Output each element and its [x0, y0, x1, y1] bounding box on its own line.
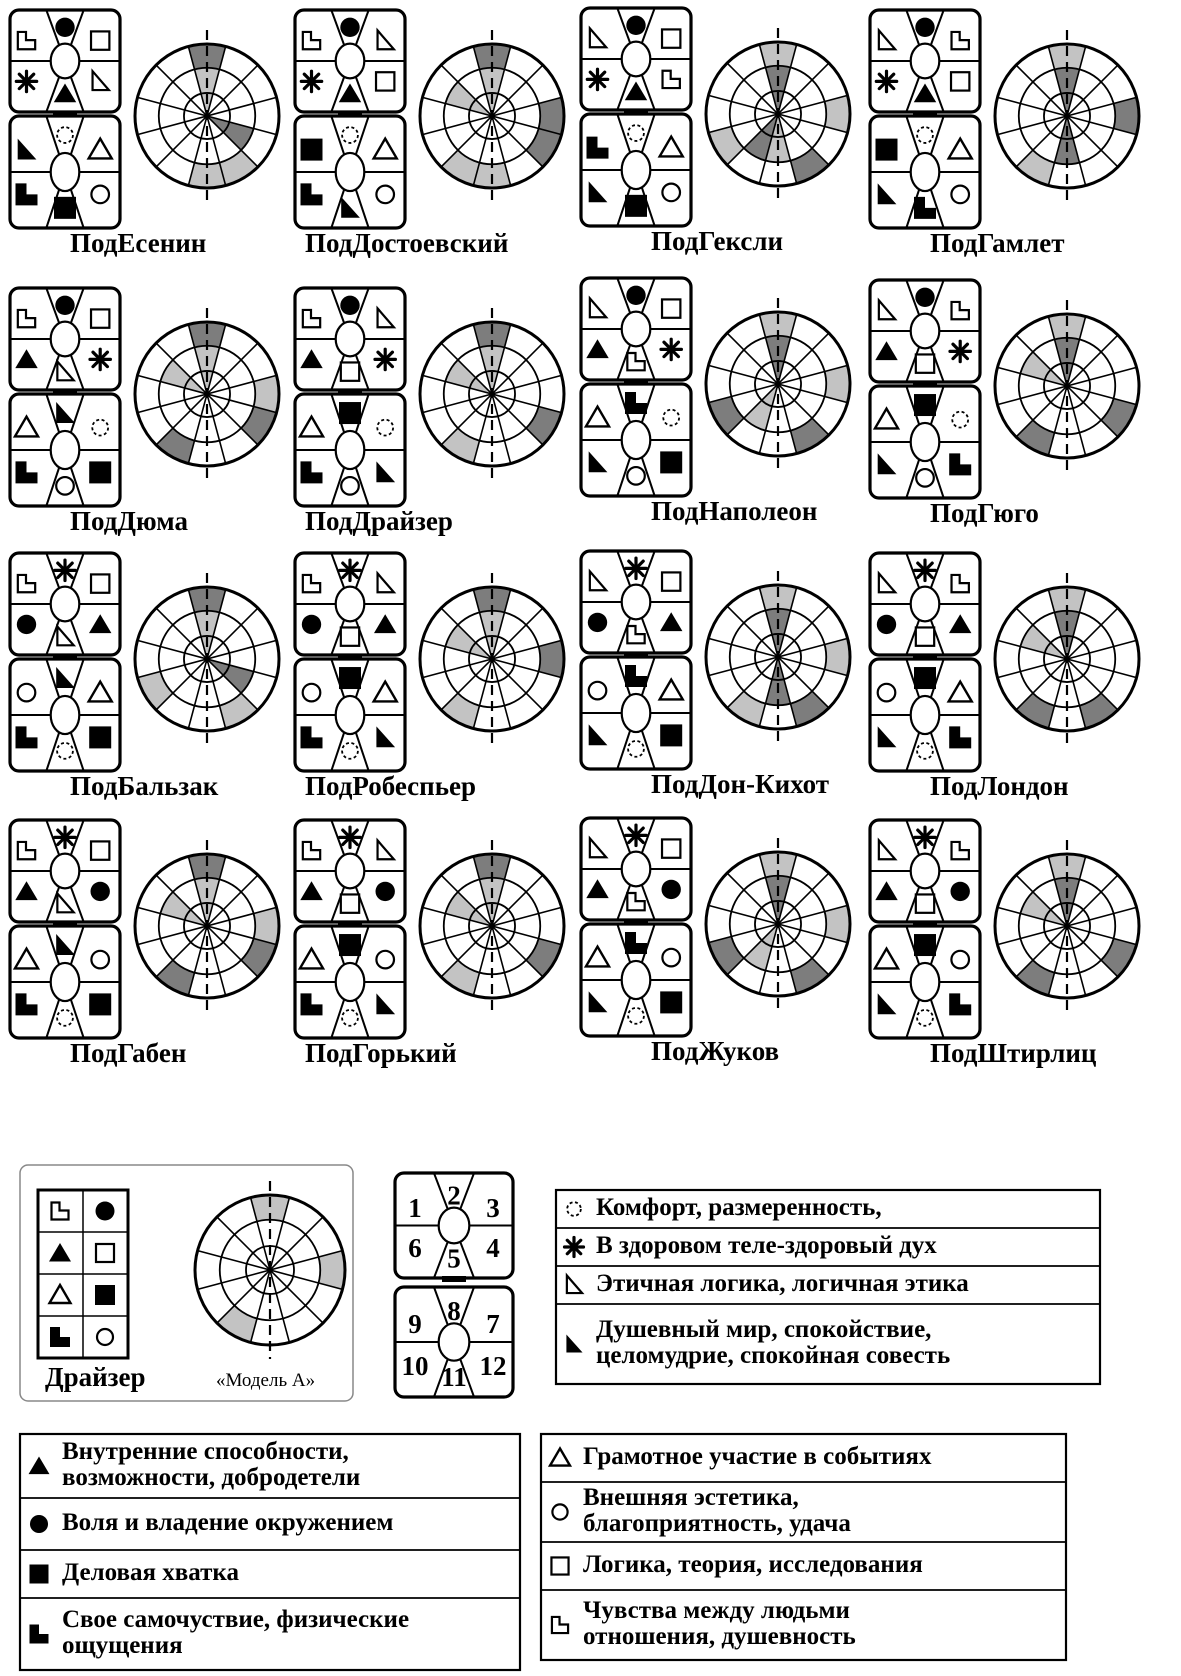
square-b-icon — [89, 461, 111, 483]
sun-w-icon — [628, 1008, 644, 1024]
model-bottom-4 — [870, 116, 980, 228]
circle-w-icon — [91, 951, 109, 969]
block-joint — [913, 654, 937, 660]
legend-text: целомудрие, спокойная совесть — [596, 1342, 951, 1369]
square-b-icon — [914, 667, 936, 689]
wheel-2 — [420, 30, 564, 202]
wheel-3 — [706, 28, 850, 200]
square-b-icon — [339, 402, 361, 424]
dot-b-icon — [55, 296, 74, 315]
type-label: ПодДостоевский — [305, 228, 509, 258]
square-w-icon — [91, 574, 109, 592]
wheel-7 — [706, 298, 850, 470]
circle-w-icon — [951, 186, 969, 204]
square-w-icon — [916, 354, 934, 372]
square-w-icon — [916, 627, 934, 645]
star-b-icon — [16, 71, 36, 91]
type-label: ПодБальзак — [70, 771, 219, 801]
square-b-icon — [89, 993, 111, 1015]
dot-b-icon — [626, 286, 645, 305]
position-number: 11 — [441, 1362, 467, 1392]
legend-text: Грамотное участие в событиях — [583, 1443, 932, 1470]
legend-text: Душевный мир, спокойствие, — [596, 1316, 932, 1343]
position-number: 8 — [447, 1296, 461, 1326]
square-b-icon — [301, 139, 323, 161]
circle-w-icon — [916, 469, 934, 487]
dot-b-icon — [915, 18, 934, 37]
star-b-icon — [90, 349, 110, 369]
model-bottom-9 — [10, 659, 120, 771]
dot-b-icon — [376, 882, 395, 901]
sun-w-icon — [342, 1010, 358, 1026]
square-w-icon — [91, 309, 109, 327]
sun-w-icon — [628, 125, 644, 141]
block-joint — [913, 921, 937, 927]
type-label: ПодГамлет — [930, 228, 1065, 258]
star-b-icon — [587, 69, 607, 89]
model-top-7 — [581, 278, 691, 380]
circle-w-icon — [376, 186, 394, 204]
block-joint — [624, 652, 648, 658]
model-top-13 — [10, 820, 120, 922]
block-joint — [338, 111, 362, 117]
square-w-icon — [91, 31, 109, 49]
legend-text: Этичная логика, логичная этика — [596, 1270, 969, 1297]
wheel-13 — [135, 840, 279, 1012]
star-b-icon — [626, 825, 646, 845]
block-joint — [338, 389, 362, 395]
wheel-10 — [420, 573, 564, 745]
square-b-icon — [339, 934, 361, 956]
star-b-icon — [55, 827, 75, 847]
wheel-12 — [995, 573, 1139, 745]
type-label: ПодГорький — [305, 1038, 457, 1068]
sun-w-icon — [917, 1010, 933, 1026]
wheel-16 — [995, 840, 1139, 1012]
position-number: 4 — [486, 1233, 500, 1263]
square-w-icon — [341, 894, 359, 912]
square-b-icon — [30, 1565, 49, 1584]
sun-w-icon — [917, 127, 933, 143]
model-top-2 — [295, 10, 405, 112]
circle-w-icon — [951, 951, 969, 969]
circle-w-icon — [97, 1329, 113, 1345]
legend-text: возможности, добродетели — [62, 1464, 361, 1491]
star-b-icon — [565, 1238, 584, 1257]
wheel-4 — [995, 30, 1139, 202]
square-w-icon — [662, 299, 680, 317]
model-top-8 — [870, 280, 980, 382]
circle-w-icon — [91, 186, 109, 204]
block-joint — [53, 654, 77, 660]
circle-w-icon — [303, 684, 321, 702]
square-w-icon — [551, 1557, 568, 1574]
sun-w-icon — [628, 741, 644, 757]
dot-b-icon — [55, 18, 74, 37]
wheel-15 — [706, 838, 850, 1010]
type-label: ПодДюма — [70, 506, 188, 536]
sun-w-icon — [342, 127, 358, 143]
model-top-14 — [295, 820, 405, 922]
circle-w-icon — [341, 477, 359, 495]
square-w-icon — [662, 572, 680, 590]
square-b-icon — [54, 197, 76, 219]
sample-label: Драйзер — [45, 1362, 146, 1392]
dot-b-icon — [588, 613, 607, 632]
position-number: 9 — [408, 1309, 422, 1340]
square-b-icon — [914, 934, 936, 956]
position-number: 5 — [447, 1243, 461, 1274]
model-bottom-1 — [10, 116, 120, 228]
model-bottom-15 — [581, 924, 691, 1036]
model-bottom-6 — [295, 394, 405, 506]
square-b-icon — [876, 139, 898, 161]
wheel-9 — [135, 573, 279, 745]
block-joint — [53, 111, 77, 117]
square-b-icon — [660, 724, 682, 746]
square-w-icon — [951, 72, 969, 90]
block-joint — [624, 379, 648, 385]
legend-text: ощущения — [62, 1632, 183, 1659]
type-label: ПодНаполеон — [651, 496, 818, 526]
sun-w-icon — [917, 743, 933, 759]
type-label: ПодДрайзер — [305, 506, 453, 536]
block-joint — [913, 111, 937, 117]
star-b-icon — [876, 71, 896, 91]
position-number: 3 — [486, 1193, 500, 1224]
sun-w-icon — [952, 412, 968, 428]
legend-text: Деловая хватка — [62, 1559, 239, 1586]
position-number: 7 — [486, 1309, 500, 1340]
legend-text: Чувства между людьми — [583, 1597, 850, 1624]
sun-w-icon — [377, 420, 393, 436]
legend-text: Внешняя эстетика, — [583, 1484, 799, 1511]
square-b-icon — [660, 991, 682, 1013]
wheel-14 — [420, 840, 564, 1012]
legend-text: Воля и владение окружением — [62, 1509, 394, 1536]
type-label: ПодГабен — [70, 1038, 187, 1068]
dot-b-icon — [302, 615, 321, 634]
wheel-6 — [420, 308, 564, 480]
type-label: ПодДон-Кихот — [651, 769, 830, 799]
circle-w-icon — [627, 467, 645, 485]
sun-w-icon — [57, 127, 73, 143]
square-w-icon — [96, 1244, 114, 1262]
circle-w-icon — [662, 949, 680, 967]
dot-b-icon — [877, 615, 896, 634]
dot-b-icon — [915, 288, 934, 307]
legend-text: Внутренние способности, — [62, 1438, 349, 1465]
model-bottom-10 — [295, 659, 405, 771]
type-label: ПодЖуков — [651, 1036, 780, 1066]
circle-w-icon — [589, 682, 607, 700]
wheel-11 — [706, 571, 850, 743]
legend-text: отношения, душевность — [583, 1623, 856, 1650]
star-b-icon — [950, 341, 970, 361]
square-w-icon — [91, 841, 109, 859]
square-b-icon — [95, 1285, 115, 1305]
block-joint — [338, 921, 362, 927]
type-label: ПодГексли — [651, 226, 784, 256]
position-number: 12 — [479, 1351, 507, 1381]
legend-text: В здоровом теле-здоровый дух — [596, 1232, 937, 1259]
block-joint — [624, 109, 648, 115]
star-b-icon — [55, 560, 75, 580]
square-b-icon — [339, 667, 361, 689]
model-bottom-12 — [870, 659, 980, 771]
model-bottom-7 — [581, 384, 691, 496]
block-joint — [338, 654, 362, 660]
model-bottom-3 — [581, 114, 691, 226]
type-label: ПодШтирлиц — [930, 1038, 1097, 1068]
square-w-icon — [341, 362, 359, 380]
circle-w-icon — [376, 951, 394, 969]
star-b-icon — [661, 339, 681, 359]
model-top-12 — [870, 553, 980, 655]
dot-b-icon — [662, 880, 681, 899]
dot-b-icon — [17, 615, 36, 634]
legend-text: благоприятность, удача — [583, 1510, 851, 1537]
star-b-icon — [915, 560, 935, 580]
circle-w-icon — [552, 1504, 567, 1519]
block-joint — [53, 389, 77, 395]
star-b-icon — [626, 558, 646, 578]
model-bottom-14 — [295, 926, 405, 1038]
model-top-10 — [295, 553, 405, 655]
star-b-icon — [375, 349, 395, 369]
legend-text: Комфорт, размеренность, — [596, 1194, 882, 1221]
position-number: 10 — [401, 1351, 429, 1381]
model-bottom-13 — [10, 926, 120, 1038]
model-top-11 — [581, 551, 691, 653]
dot-b-icon — [340, 18, 359, 37]
star-b-icon — [301, 71, 321, 91]
circle-w-icon — [18, 684, 36, 702]
sun-w-icon — [567, 1202, 581, 1216]
sun-w-icon — [57, 1010, 73, 1026]
sun-w-icon — [92, 420, 108, 436]
model-top-5 — [10, 288, 120, 390]
block-joint — [913, 381, 937, 387]
model-top-4 — [870, 10, 980, 112]
square-w-icon — [916, 894, 934, 912]
circle-w-icon — [662, 184, 680, 202]
position-number: 1 — [408, 1193, 422, 1224]
model-top-3 — [581, 8, 691, 110]
legend-text: Логика, теория, исследования — [583, 1551, 923, 1578]
model-bottom-2 — [295, 116, 405, 228]
circle-w-icon — [56, 477, 74, 495]
star-b-icon — [340, 560, 360, 580]
type-label: ПодРобеспьер — [305, 771, 476, 801]
model-top-15 — [581, 818, 691, 920]
star-b-icon — [340, 827, 360, 847]
square-w-icon — [376, 72, 394, 90]
square-b-icon — [89, 726, 111, 748]
square-b-icon — [625, 195, 647, 217]
square-w-icon — [662, 839, 680, 857]
model-bottom-5 — [10, 394, 120, 506]
dot-b-icon — [30, 1515, 48, 1533]
sample-wheel-label: «Модель А» — [216, 1370, 316, 1391]
model-top-1 — [10, 10, 120, 112]
sun-w-icon — [663, 410, 679, 426]
block-joint — [53, 921, 77, 927]
dot-b-icon — [626, 16, 645, 35]
position-number: 6 — [408, 1233, 422, 1263]
position-number: 2 — [447, 1180, 461, 1211]
dot-b-icon — [91, 882, 110, 901]
wheel-5 — [135, 308, 279, 480]
model-top-9 — [10, 553, 120, 655]
type-label: ПодЛондон — [930, 771, 1069, 801]
wheel-8 — [995, 300, 1139, 472]
model-top-6 — [295, 288, 405, 390]
dot-b-icon — [951, 882, 970, 901]
sun-w-icon — [342, 743, 358, 759]
circle-w-icon — [878, 684, 896, 702]
type-label: ПодЕсенин — [70, 228, 207, 258]
block-joint — [624, 919, 648, 925]
square-b-icon — [914, 394, 936, 416]
square-w-icon — [341, 627, 359, 645]
model-top-16 — [870, 820, 980, 922]
wheel-1 — [135, 30, 279, 202]
model-bottom-16 — [870, 926, 980, 1038]
square-w-icon — [662, 29, 680, 47]
sun-w-icon — [57, 743, 73, 759]
dot-b-icon — [96, 1202, 115, 1221]
legend-text: Свое самочуствие, физические — [62, 1606, 410, 1633]
type-label: ПодГюго — [930, 498, 1039, 528]
model-bottom-11 — [581, 657, 691, 769]
dot-b-icon — [340, 296, 359, 315]
star-b-icon — [915, 827, 935, 847]
square-b-icon — [660, 451, 682, 473]
model-bottom-8 — [870, 386, 980, 498]
